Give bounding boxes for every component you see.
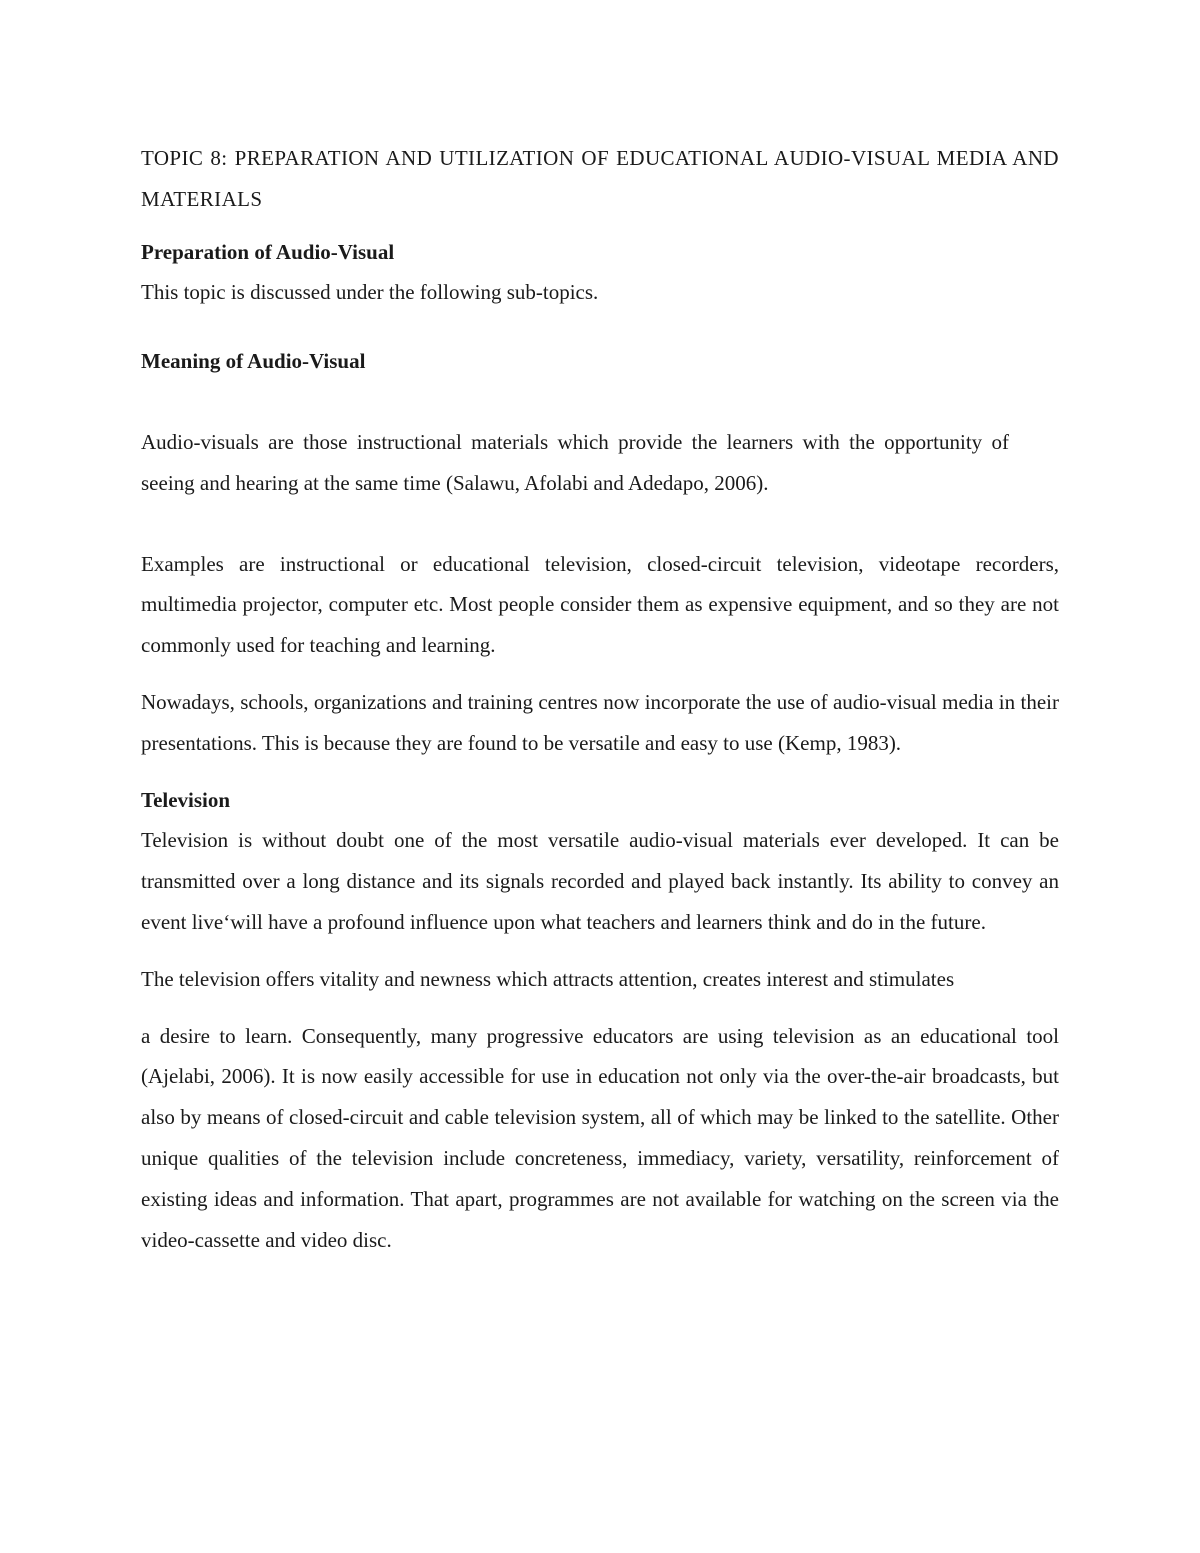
television-paragraph-2: The television offers vitality and newness which attracts attention, creates interest and stimulates: [141, 966, 955, 991]
spacer: [141, 504, 1059, 544]
meaning-paragraph-3: Nowadays, schools, organizations and training centres now incorporate the use of audio-visual media in their presentations. This is because they are found to be versatile and easy to use (Kemp, 1983).: [141, 689, 1059, 755]
spacer: [141, 943, 1059, 959]
television-paragraph-1: Television is without doubt one of the most versatile audio-visual materials ever developed. It can be transmitted over a long distance and its signals recorded and played back instantly. Its ability to convey an event live‘will have a profound influence upon what teachers and learners think and do in the future.: [141, 828, 1059, 934]
preparation-intro: This topic is discussed under the following sub-topics.: [141, 280, 599, 305]
meaning-paragraph-2: Examples are instructional or educational television, closed-circuit television, videotape recorders, multimedia projector, computer etc. Most people consider them as expensive equipment, and so they are not commonly used for teaching and learning.: [141, 551, 1059, 658]
spacer: [141, 382, 1059, 422]
document-page: [141, 138, 1059, 1260]
meaning-paragraph-1: [141, 422, 1059, 504]
meaning-paragraph-1-start: Audio-visuals are those instructional materials which provide the learners with the opportunity of: [141, 429, 1009, 454]
document-title: TOPIC 8: PREPARATION AND UTILIZATION OF EDUCATIONAL AUDIO-VISUAL MEDIA AND MATERIALS: [141, 146, 1059, 211]
television-paragraph-3: a desire to learn. Consequently, many progressive educators are using television as an educational tool (Ajelabi, 2006). It is now easily accessible for use in education not only via the over-the-air broadcasts, but also by means of closed-circuit and cable television system, all of which may be linked to the satellite. Other unique qualities of the television include concreteness, immediacy, variety, versatility, reinforcement of existing ideas and information. That apart, programmes are not available for watching on the screen via the video-cassette and video disc.: [141, 1023, 1059, 1252]
section-heading-meaning: Meaning of Audio-Visual: [141, 349, 366, 374]
meaning-paragraph-1-end: seeing and hearing at the same time (Salawu, Afolabi and Adedapo, 2006).: [141, 470, 769, 495]
section-heading-preparation: Preparation of Audio-Visual: [141, 239, 395, 264]
spacer: [141, 764, 1059, 780]
spacer: [141, 1000, 1059, 1016]
section-heading-television: Television: [141, 787, 231, 812]
spacer: [141, 666, 1059, 682]
spacer: [141, 313, 1059, 329]
